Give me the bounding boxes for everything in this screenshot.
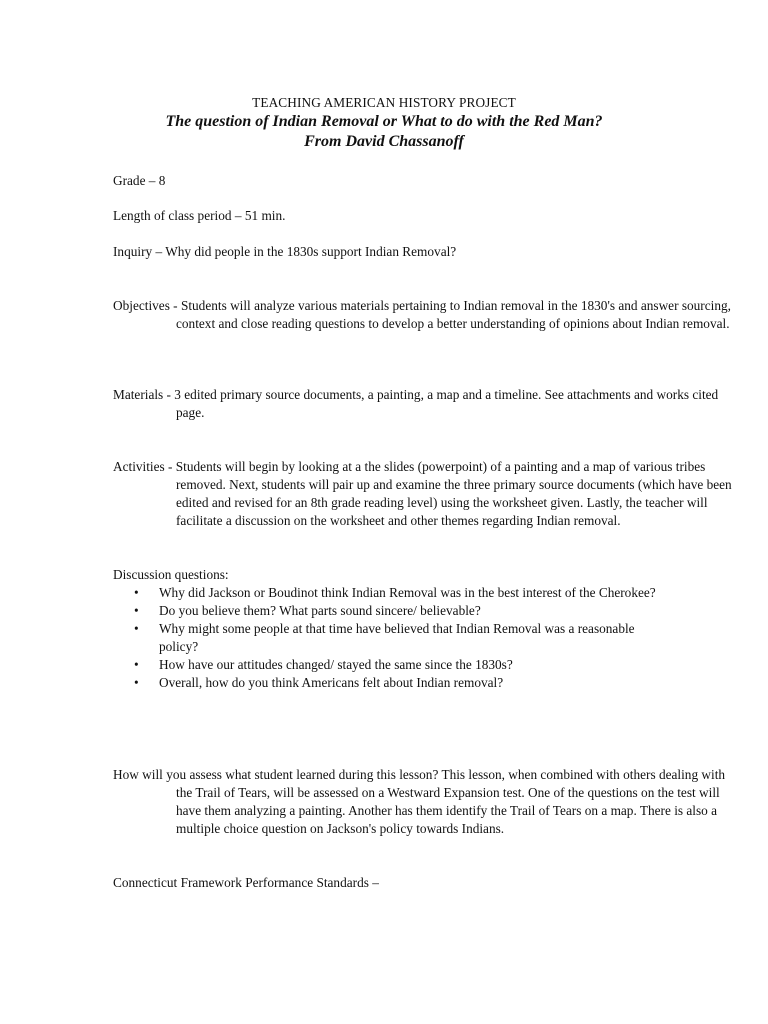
grade-line: Grade – 8 — [113, 173, 166, 188]
list-item — [113, 602, 673, 620]
author-line: From David Chassanoff — [304, 133, 464, 150]
materials-paragraph: Materials - 3 edited primary source documents, a painting, a map and a timeline. See attachments and works cited page. — [113, 387, 719, 420]
discussion-heading: Discussion questions: — [113, 567, 229, 582]
document-header — [0, 94, 768, 152]
discussion-question-list — [113, 584, 673, 692]
bullet-icon: • — [134, 657, 139, 672]
bullet-icon: • — [134, 585, 139, 600]
bullet-icon: • — [134, 621, 139, 636]
list-item — [113, 620, 673, 656]
list-item — [113, 584, 673, 602]
question-text: Do you believe them? What parts sound sincere/ believable? — [159, 603, 481, 618]
list-item — [113, 674, 673, 692]
objectives-paragraph: Objectives - Students will analyze various materials pertaining to Indian removal in the 1830's and answer sourcing, context and close reading questions to develop a better understanding of opinions about Indian removal. — [113, 298, 731, 331]
inquiry-line: Inquiry – Why did people in the 1830s support Indian Removal? — [113, 244, 457, 259]
question-text: How have our attitudes changed/ stayed the same since the 1830s? — [159, 657, 513, 672]
activities-paragraph: Activities - Students will begin by looking at a the slides (powerpoint) of a painting and a map of various tribes removed. Next, students will pair up and examine the three primary source documents (which have been edited and revised for an 8th grade reading level) using the worksheet given. Lastly, the teacher will facilitate a discussion on the worksheet and other themes regarding Indian removal. — [113, 459, 732, 528]
assessment-paragraph: How will you assess what student learned during this lesson? This lesson, when combined with others dealing with the Trail of Tears, will be assessed on a Westward Expansion test. One of the questions on the test will have them analyzing a painting. Another has them identify the Trail of Tears on a map. There is also a multiple choice question on Jackson's policy towards Indians. — [113, 767, 726, 836]
bullet-icon: • — [134, 603, 139, 618]
project-title: TEACHING AMERICAN HISTORY PROJECT — [252, 95, 516, 110]
lesson-title: The question of Indian Removal or What to do with the Red Man? — [165, 113, 603, 130]
bullet-icon: • — [134, 675, 139, 690]
question-text: Why might some people at that time have believed that Indian Removal was a reasonable policy? — [159, 621, 635, 654]
list-item — [113, 656, 673, 674]
question-text: Why did Jackson or Boudinot think Indian Removal was in the best interest of the Cherokee? — [159, 585, 656, 600]
class-length-line: Length of class period – 51 min. — [113, 208, 286, 223]
standards-line: Connecticut Framework Performance Standards – — [113, 875, 379, 890]
question-text: Overall, how do you think Americans felt about Indian removal? — [159, 675, 504, 690]
